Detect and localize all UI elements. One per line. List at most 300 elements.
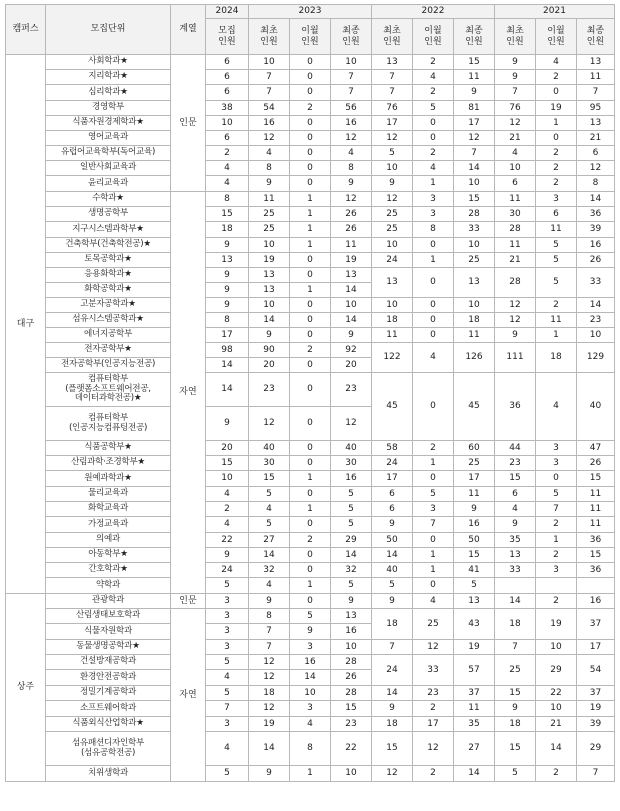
final-2022: 45: [454, 373, 495, 441]
table-row: [6, 441, 615, 456]
transfer-2023: 2: [290, 101, 331, 116]
transfer-2022: 0: [413, 313, 454, 328]
transfer-2023: 8: [290, 732, 331, 766]
initial-2022: 40: [372, 563, 413, 578]
unit-name: 식품자원경제학과★: [46, 116, 171, 131]
unit-name: 일반사회교육과: [46, 161, 171, 176]
quota-2024: 15: [206, 456, 249, 471]
transfer-2021: 2: [536, 70, 577, 85]
header-quota: 모집 인원: [206, 19, 249, 55]
transfer-2021: 10: [536, 640, 577, 655]
initial-2022: 58: [372, 441, 413, 456]
table-row: [6, 502, 615, 517]
transfer-2023: 0: [290, 594, 331, 609]
final-2022: 13: [454, 594, 495, 609]
final-2022: 14: [454, 766, 495, 782]
final-2022: 41: [454, 563, 495, 578]
initial-2023: 25: [249, 207, 290, 222]
initial-2022: 18: [372, 717, 413, 732]
quota-2024: 5: [206, 766, 249, 782]
initial-2023: 12: [249, 655, 290, 670]
unit-name: 생명공학부: [46, 207, 171, 222]
header-transfer: 이월 인원: [536, 19, 577, 55]
transfer-2022: 2: [413, 85, 454, 101]
unit-name: 심리학과★: [46, 85, 171, 101]
final-2022: 15: [454, 548, 495, 563]
transfer-2021: 2: [536, 161, 577, 176]
final-2023: 26: [331, 670, 372, 686]
final-2023: 10: [331, 55, 372, 70]
transfer-2023: 0: [290, 253, 331, 268]
unit-name: 화학공학과★: [46, 283, 171, 298]
final-2022: 11: [454, 487, 495, 502]
final-2021: 39: [577, 717, 615, 732]
quota-2024: 5: [206, 578, 249, 594]
final-2021: 37: [577, 609, 615, 640]
transfer-2021: 29: [536, 655, 577, 686]
unit-name: 식품공학부★: [46, 441, 171, 456]
quota-2024: 9: [206, 283, 249, 298]
transfer-2023: 1: [290, 222, 331, 238]
transfer-2023: 16: [290, 655, 331, 670]
table-row: [6, 192, 615, 207]
initial-2023: 90: [249, 343, 290, 358]
unit-name: 동물생명공학과★: [46, 640, 171, 655]
initial-2021: 12: [495, 116, 536, 131]
header-transfer: 이월 인원: [413, 19, 454, 55]
transfer-2021: 5: [536, 487, 577, 502]
unit-name: 유럽어교육학부(독어교육): [46, 146, 171, 161]
initial-2023: 5: [249, 517, 290, 533]
final-2023: 9: [331, 328, 372, 343]
initial-2022: 13: [372, 268, 413, 298]
initial-2023: 7: [249, 70, 290, 85]
final-2023: 16: [331, 624, 372, 640]
table-row: [6, 207, 615, 222]
quota-2024: 10: [206, 471, 249, 487]
final-2023: 4: [331, 146, 372, 161]
final-2022: 15: [454, 192, 495, 207]
transfer-2023: 14: [290, 670, 331, 686]
transfer-2022: 1: [413, 176, 454, 192]
final-2022: 7: [454, 146, 495, 161]
transfer-2021: 10: [536, 701, 577, 717]
table-row: [6, 655, 615, 670]
table-row: [6, 85, 615, 101]
table-row: [6, 471, 615, 487]
unit-name: 토목공학과★: [46, 253, 171, 268]
initial-2023: 13: [249, 268, 290, 283]
initial-2023: 14: [249, 548, 290, 563]
final-2021: 19: [577, 701, 615, 717]
transfer-2021: 1: [536, 533, 577, 548]
initial-2022: 13: [372, 55, 413, 70]
final-2023: 16: [331, 471, 372, 487]
final-2021: 33: [577, 268, 615, 298]
transfer-2022: 12: [413, 732, 454, 766]
unit-name: 화학교육과: [46, 502, 171, 517]
final-2023: 9: [331, 176, 372, 192]
final-2023: 14: [331, 283, 372, 298]
unit-name: 약학과: [46, 578, 171, 594]
quota-2024: 14: [206, 358, 249, 373]
final-2021: 14: [577, 298, 615, 313]
unit-name: 산림과학·조경학부★: [46, 456, 171, 471]
transfer-2021: 2: [536, 176, 577, 192]
initial-2022: 9: [372, 701, 413, 717]
unit-name: 응용화학과★: [46, 268, 171, 283]
initial-2021: [495, 578, 536, 594]
final-2023: 5: [331, 502, 372, 517]
final-2021: 11: [577, 487, 615, 502]
transfer-2022: 0: [413, 373, 454, 441]
transfer-2021: 2: [536, 517, 577, 533]
transfer-2023: 1: [290, 578, 331, 594]
final-2023: 14: [331, 548, 372, 563]
final-2023: 19: [331, 253, 372, 268]
initial-2021: 23: [495, 456, 536, 471]
unit-name: 소프트웨어학과: [46, 701, 171, 717]
header-year-2021: 2021: [495, 5, 615, 19]
initial-2022: 17: [372, 471, 413, 487]
initial-2021: 21: [495, 131, 536, 146]
transfer-2022: 0: [413, 471, 454, 487]
final-2021: 11: [577, 517, 615, 533]
quota-2024: 6: [206, 85, 249, 101]
final-2021: 6: [577, 146, 615, 161]
unit-name: 컴퓨터학부 (플랫폼소프트웨어전공, 데이터과학전공)★: [46, 373, 171, 407]
initial-2023: 14: [249, 732, 290, 766]
table-row: [6, 101, 615, 116]
quota-2024: 4: [206, 487, 249, 502]
initial-2023: 7: [249, 85, 290, 101]
transfer-2023: 3: [290, 640, 331, 655]
initial-2021: 11: [495, 238, 536, 253]
initial-2023: 32: [249, 563, 290, 578]
initial-2023: 10: [249, 238, 290, 253]
table-row: [6, 373, 615, 407]
initial-2022: 7: [372, 70, 413, 85]
initial-2023: 27: [249, 533, 290, 548]
quota-2024: 15: [206, 207, 249, 222]
final-2022: 27: [454, 732, 495, 766]
initial-2021: 14: [495, 594, 536, 609]
transfer-2022: 12: [413, 640, 454, 655]
final-2022: 17: [454, 471, 495, 487]
transfer-2021: 19: [536, 609, 577, 640]
final-2022: 9: [454, 85, 495, 101]
unit-name: 고분자공학과★: [46, 298, 171, 313]
table-row: [6, 176, 615, 192]
table-row: [6, 456, 615, 471]
initial-2023: 15: [249, 471, 290, 487]
final-2022: 10: [454, 298, 495, 313]
transfer-2021: 2: [536, 594, 577, 609]
initial-2021: 9: [495, 701, 536, 717]
transfer-2022: 0: [413, 328, 454, 343]
final-2021: 37: [577, 686, 615, 701]
final-2023: 9: [331, 594, 372, 609]
final-2021: [577, 578, 615, 594]
transfer-2022: 0: [413, 268, 454, 298]
final-2022: 19: [454, 640, 495, 655]
final-2021: 23: [577, 313, 615, 328]
header-final: 최종 인원: [331, 19, 372, 55]
transfer-2023: 0: [290, 116, 331, 131]
final-2022: 18: [454, 313, 495, 328]
transfer-2023: 0: [290, 146, 331, 161]
transfer-2022: 1: [413, 456, 454, 471]
transfer-2023: 0: [290, 161, 331, 176]
transfer-2022: 2: [413, 441, 454, 456]
initial-2021: 111: [495, 343, 536, 373]
final-2022: 25: [454, 253, 495, 268]
unit-name: 아동학부★: [46, 548, 171, 563]
unit-name: 환경안전공학과: [46, 670, 171, 686]
quota-2024: 4: [206, 161, 249, 176]
final-2023: 26: [331, 207, 372, 222]
quota-2024: 4: [206, 670, 249, 686]
transfer-2023: 0: [290, 70, 331, 85]
final-2022: 50: [454, 533, 495, 548]
initial-2022: 17: [372, 116, 413, 131]
header-row-years: [6, 5, 615, 19]
final-2021: 15: [577, 471, 615, 487]
transfer-2023: 1: [290, 238, 331, 253]
initial-2021: 76: [495, 101, 536, 116]
final-2023: 30: [331, 456, 372, 471]
final-2023: 26: [331, 222, 372, 238]
table-row: [6, 268, 615, 283]
final-2021: 36: [577, 207, 615, 222]
initial-2021: 10: [495, 161, 536, 176]
quota-2024: 2: [206, 502, 249, 517]
transfer-2021: 3: [536, 563, 577, 578]
table-row: [6, 686, 615, 701]
final-2022: 11: [454, 701, 495, 717]
final-2021: 39: [577, 222, 615, 238]
initial-2022: 25: [372, 222, 413, 238]
quota-2024: 6: [206, 131, 249, 146]
admissions-table: [5, 4, 615, 782]
table-row: [6, 222, 615, 238]
initial-2021: 21: [495, 253, 536, 268]
initial-2021: 30: [495, 207, 536, 222]
transfer-2023: 0: [290, 456, 331, 471]
quota-2024: 38: [206, 101, 249, 116]
transfer-2021: 0: [536, 471, 577, 487]
transfer-2022: 7: [413, 517, 454, 533]
final-2023: 16: [331, 116, 372, 131]
final-2021: 16: [577, 594, 615, 609]
initial-2023: 14: [249, 313, 290, 328]
final-2022: 10: [454, 176, 495, 192]
initial-2023: 7: [249, 640, 290, 655]
unit-name: 섬유패션디자인학부 (섬유공학전공): [46, 732, 171, 766]
initial-2021: 11: [495, 192, 536, 207]
table-row: [6, 717, 615, 732]
initial-2023: 30: [249, 456, 290, 471]
header-campus: 캠퍼스: [6, 5, 46, 55]
transfer-2023: 0: [290, 268, 331, 283]
initial-2023: 18: [249, 686, 290, 701]
table-row: [6, 298, 615, 313]
unit-name: 영어교육과: [46, 131, 171, 146]
quota-2024: 4: [206, 732, 249, 766]
initial-2022: 24: [372, 456, 413, 471]
final-2022: 10: [454, 238, 495, 253]
final-2022: 14: [454, 161, 495, 176]
transfer-2023: 0: [290, 563, 331, 578]
initial-2021: 18: [495, 609, 536, 640]
final-2021: 26: [577, 253, 615, 268]
table-row: [6, 487, 615, 502]
initial-2021: 15: [495, 732, 536, 766]
initial-2021: 28: [495, 222, 536, 238]
table-row: [6, 116, 615, 131]
initial-2022: 122: [372, 343, 413, 373]
table-row: [6, 517, 615, 533]
transfer-2023: 1: [290, 207, 331, 222]
unit-name: 산림생태보호학과: [46, 609, 171, 624]
initial-2022: 24: [372, 655, 413, 686]
unit-name: 에너지공학부: [46, 328, 171, 343]
transfer-2022: 5: [413, 101, 454, 116]
initial-2021: 4: [495, 146, 536, 161]
quota-2024: 24: [206, 563, 249, 578]
final-2023: 40: [331, 441, 372, 456]
transfer-2022: 5: [413, 487, 454, 502]
unit-name: 윤리교육과: [46, 176, 171, 192]
transfer-2022: 4: [413, 594, 454, 609]
unit-name: 지리학과★: [46, 70, 171, 85]
initial-2023: 54: [249, 101, 290, 116]
initial-2023: 8: [249, 161, 290, 176]
final-2021: 17: [577, 640, 615, 655]
transfer-2023: 1: [290, 192, 331, 207]
transfer-2021: 2: [536, 548, 577, 563]
transfer-2021: 0: [536, 131, 577, 146]
transfer-2023: 0: [290, 548, 331, 563]
final-2022: 57: [454, 655, 495, 686]
initial-2022: 7: [372, 640, 413, 655]
transfer-2021: 11: [536, 222, 577, 238]
initial-2021: 4: [495, 502, 536, 517]
transfer-2021: 2: [536, 766, 577, 782]
initial-2022: 18: [372, 313, 413, 328]
initial-2023: 9: [249, 766, 290, 782]
unit-name: 사회학과★: [46, 55, 171, 70]
final-2021: 47: [577, 441, 615, 456]
header-year-2022: 2022: [372, 5, 495, 19]
unit-name: 정밀기계공학과: [46, 686, 171, 701]
initial-2023: 12: [249, 670, 290, 686]
header-initial: 최초 인원: [495, 19, 536, 55]
initial-2022: 6: [372, 502, 413, 517]
final-2022: 81: [454, 101, 495, 116]
final-2021: 16: [577, 238, 615, 253]
final-2022: 16: [454, 517, 495, 533]
initial-2023: 40: [249, 441, 290, 456]
final-2022: 43: [454, 609, 495, 640]
transfer-2023: 0: [290, 85, 331, 101]
table-row: [6, 253, 615, 268]
transfer-2021: 6: [536, 207, 577, 222]
table-row: [6, 343, 615, 358]
initial-2023: 5: [249, 487, 290, 502]
table-row: [6, 594, 615, 609]
quota-2024: 22: [206, 533, 249, 548]
initial-2021: 9: [495, 70, 536, 85]
final-2023: 23: [331, 717, 372, 732]
campus-daegu: 대구: [6, 55, 46, 594]
initial-2021: 13: [495, 548, 536, 563]
final-2023: 5: [331, 517, 372, 533]
transfer-2022: 3: [413, 207, 454, 222]
transfer-2021: 4: [536, 55, 577, 70]
unit-name: 섬유시스템공학과★: [46, 313, 171, 328]
transfer-2021: 22: [536, 686, 577, 701]
initial-2023: 8: [249, 609, 290, 624]
final-2021: 36: [577, 563, 615, 578]
initial-2022: 7: [372, 85, 413, 101]
final-2021: 14: [577, 192, 615, 207]
quota-2024: 17: [206, 328, 249, 343]
initial-2022: 5: [372, 578, 413, 594]
table-row: [6, 609, 615, 624]
initial-2023: 12: [249, 701, 290, 717]
initial-2021: 6: [495, 487, 536, 502]
initial-2021: 15: [495, 471, 536, 487]
transfer-2022: 0: [413, 131, 454, 146]
transfer-2021: 0: [536, 85, 577, 101]
final-2023: 10: [331, 766, 372, 782]
final-2023: 13: [331, 609, 372, 624]
transfer-2023: 3: [290, 701, 331, 717]
initial-2023: 13: [249, 283, 290, 298]
final-2021: 29: [577, 732, 615, 766]
initial-2021: 36: [495, 373, 536, 441]
table-row: [6, 161, 615, 176]
final-2021: 7: [577, 85, 615, 101]
transfer-2023: 0: [290, 313, 331, 328]
initial-2023: 19: [249, 717, 290, 732]
transfer-2022: 4: [413, 70, 454, 85]
final-2021: 11: [577, 70, 615, 85]
transfer-2023: 4: [290, 717, 331, 732]
transfer-2021: 11: [536, 313, 577, 328]
transfer-2023: 2: [290, 533, 331, 548]
initial-2022: 9: [372, 176, 413, 192]
final-2023: 5: [331, 487, 372, 502]
header-initial: 최초 인원: [249, 19, 290, 55]
final-2022: 11: [454, 70, 495, 85]
final-2023: 32: [331, 563, 372, 578]
transfer-2023: 0: [290, 298, 331, 313]
initial-2021: 12: [495, 298, 536, 313]
transfer-2022: 2: [413, 146, 454, 161]
initial-2021: 7: [495, 85, 536, 101]
quota-2024: 3: [206, 609, 249, 624]
quota-2024: 9: [206, 268, 249, 283]
initial-2021: 5: [495, 766, 536, 782]
quota-2024: 9: [206, 298, 249, 313]
initial-2023: 10: [249, 55, 290, 70]
transfer-2023: 0: [290, 358, 331, 373]
final-2022: 60: [454, 441, 495, 456]
unit-name: 지구시스템과학부★: [46, 222, 171, 238]
transfer-2022: 33: [413, 655, 454, 686]
